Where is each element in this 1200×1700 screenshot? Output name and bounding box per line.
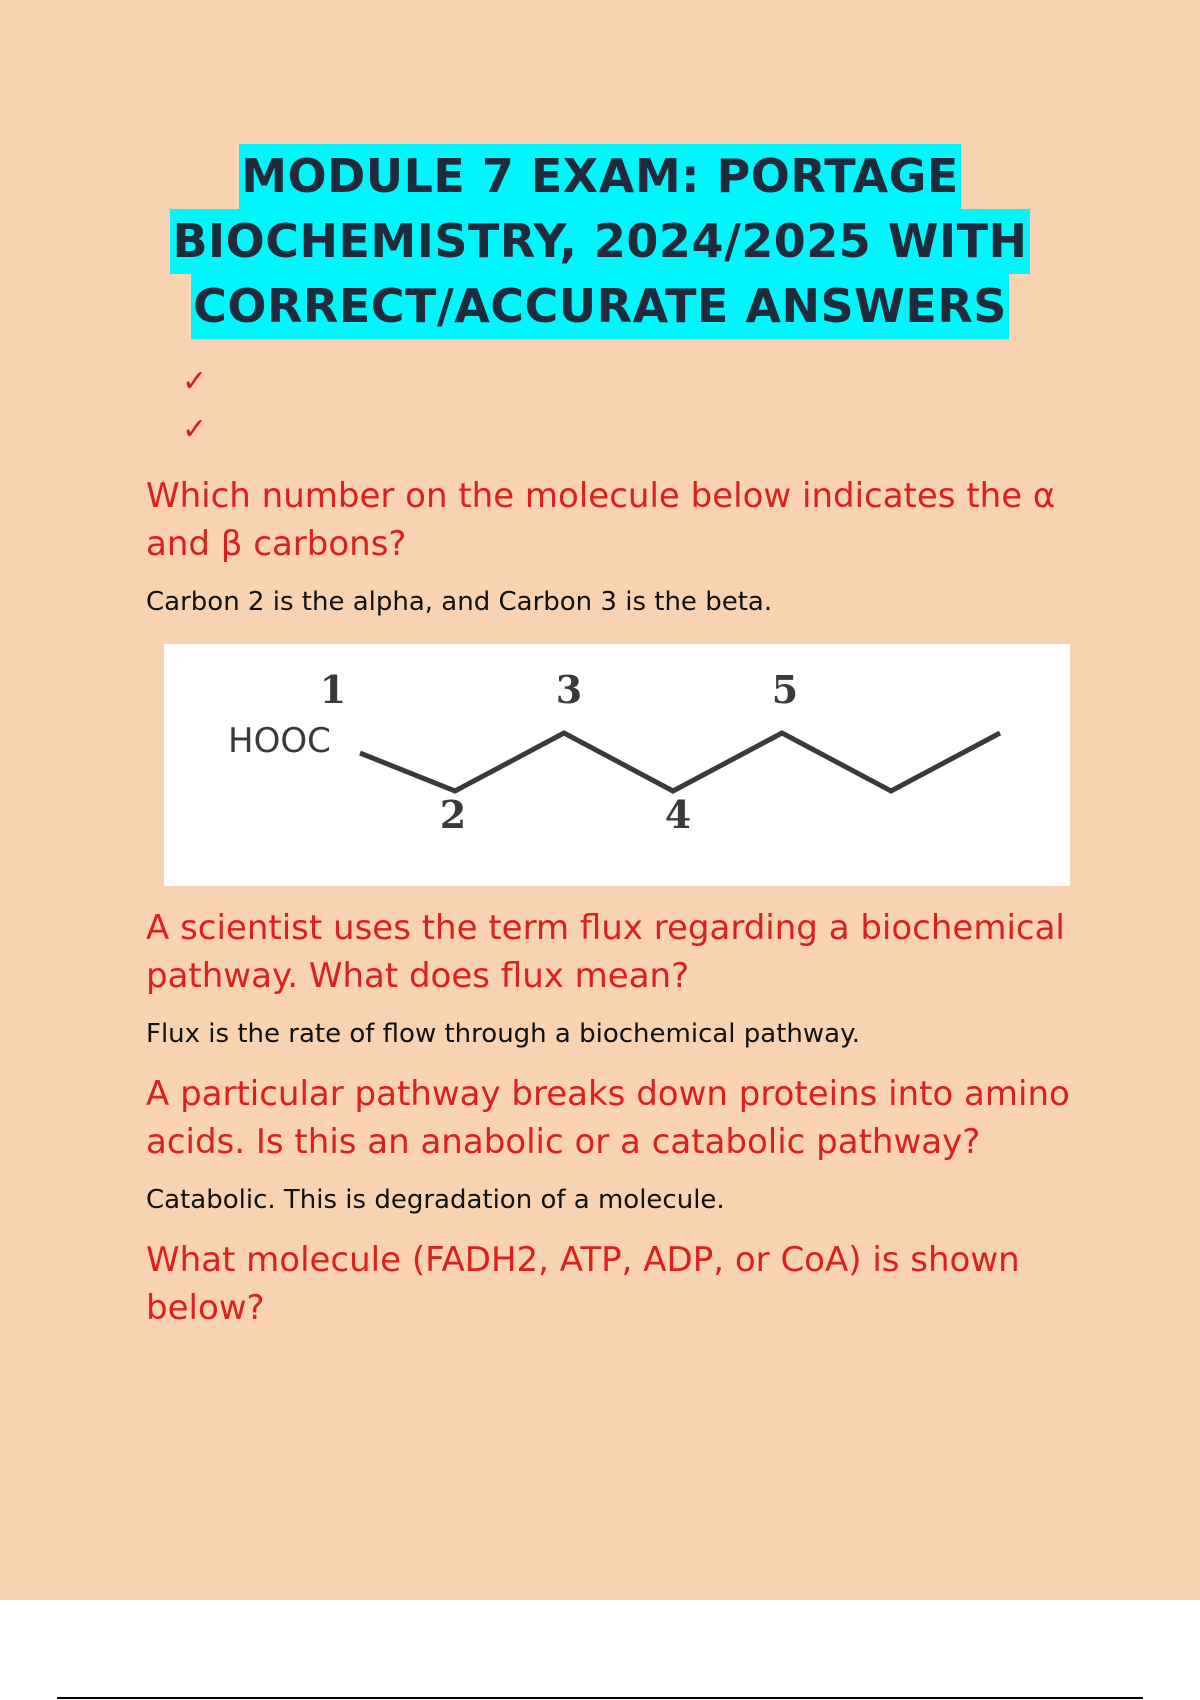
title-line-1: MODULE 7 EXAM: PORTAGE — [239, 144, 961, 209]
question-2: A scientist uses the term flux regarding a biochemical pathway. What does flux mean? — [146, 908, 1065, 996]
carbon-chain-bonds — [360, 733, 1000, 791]
title-line-3: CORRECT/ACCURATE ANSWERS — [191, 274, 1009, 339]
carbon-number-4: 4 — [664, 792, 692, 837]
checkmark-icon: ✓ — [182, 364, 208, 399]
molecule-figure — [164, 644, 1070, 886]
question-1: Which number on the molecule below indicates the α and β carbons? — [146, 476, 1056, 564]
carbon-number-1: 1 — [319, 667, 347, 712]
title-line-2: BIOCHEMISTRY, 2024/2025 WITH — [170, 209, 1029, 274]
carbon-number-2: 2 — [439, 792, 467, 837]
question-4: What molecule (FADH2, ATP, ADP, or CoA) is shown below? — [146, 1240, 1020, 1328]
question-3: A particular pathway breaks down proteins into amino acids. Is this an anabolic or a catabolic pathway? — [146, 1074, 1070, 1162]
answer-2: Flux is the rate of flow through a biochemical pathway. — [146, 1019, 861, 1049]
document-title — [0, 144, 1200, 339]
qa-content — [146, 472, 1106, 1332]
checkmark-list — [182, 358, 207, 454]
checkmark-icon: ✓ — [182, 412, 208, 447]
footer-divider — [57, 1697, 1143, 1699]
answer-1: Carbon 2 is the alpha, and Carbon 3 is the beta. — [146, 587, 773, 617]
carbon-number-3: 3 — [555, 667, 583, 712]
answer-3: Catabolic. This is degradation of a molecule. — [146, 1185, 725, 1215]
carbon-number-5: 5 — [771, 667, 799, 712]
hooc-label: HOOC — [228, 721, 331, 761]
molecule-diagram — [164, 644, 1070, 886]
